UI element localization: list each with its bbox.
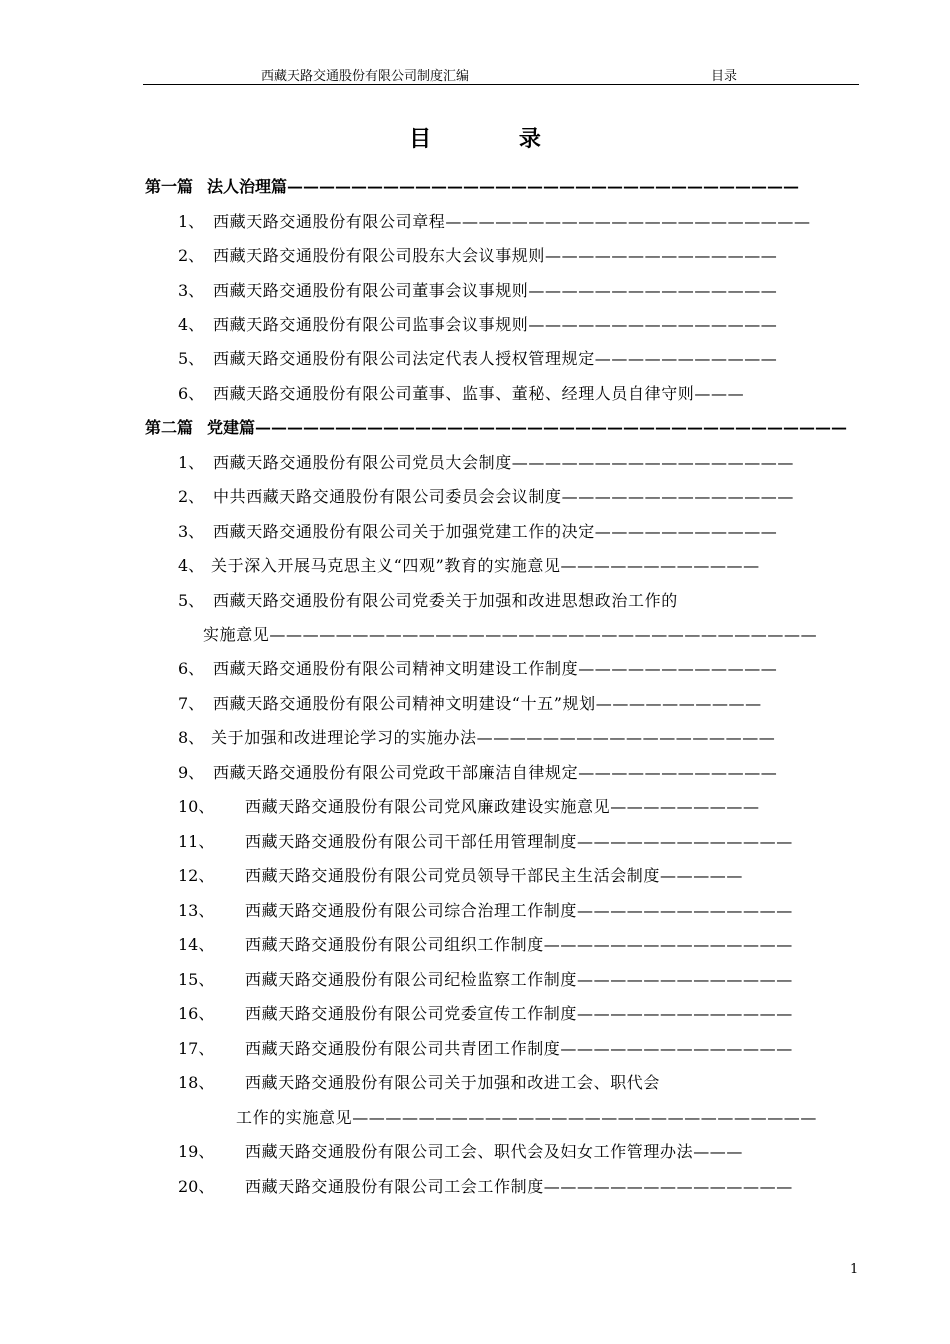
toc-item-continuation[interactable]	[203, 623, 817, 647]
toc-item[interactable]	[178, 968, 793, 992]
item-title: 西藏天路交通股份有限公司精神文明建设工作制度————————————	[213, 659, 778, 678]
toc-part-heading[interactable]	[145, 175, 799, 199]
toc-item[interactable]	[178, 692, 762, 716]
item-number: 6、	[178, 659, 205, 678]
item-number: 17、	[178, 1039, 215, 1058]
toc-item[interactable]	[178, 726, 775, 750]
item-title-continuation: 实施意见—————————————————————————————————	[203, 625, 818, 644]
toc-item[interactable]	[178, 554, 760, 578]
toc-item[interactable]	[178, 1071, 660, 1095]
item-number: 3、	[178, 522, 205, 541]
item-number: 6、	[178, 384, 205, 403]
page-header	[143, 62, 859, 85]
toc-item[interactable]	[178, 1140, 743, 1164]
header-section: 目录	[711, 69, 738, 84]
item-number: 2、	[178, 487, 205, 506]
item-number: 4、	[178, 556, 205, 575]
part-name: 法人治理篇————————————————————————————————	[207, 177, 800, 196]
toc-item[interactable]	[178, 485, 794, 509]
toc-item[interactable]	[178, 520, 777, 544]
item-title: 西藏天路交通股份有限公司董事会议事规则———————————————	[213, 281, 778, 300]
toc-item[interactable]	[178, 933, 793, 957]
item-number: 3、	[178, 281, 205, 300]
item-title: 西藏天路交通股份有限公司监事会议事规则———————————————	[213, 315, 778, 334]
item-title: 西藏天路交通股份有限公司综合治理工作制度—————————————	[245, 901, 793, 920]
item-title: 西藏天路交通股份有限公司党风廉政建设实施意见—————————	[245, 797, 760, 816]
item-title: 西藏天路交通股份有限公司党员大会制度—————————————————	[213, 453, 795, 472]
item-number: 7、	[178, 694, 205, 713]
item-title: 西藏天路交通股份有限公司工会、职代会及妇女工作管理办法———	[245, 1142, 744, 1161]
item-title: 西藏天路交通股份有限公司党政干部廉洁自律规定————————————	[213, 763, 778, 782]
toc-item[interactable]	[178, 1002, 793, 1026]
part-label: 第二篇	[145, 418, 194, 437]
toc-item[interactable]	[178, 795, 760, 819]
item-title: 中共西藏天路交通股份有限公司委员会会议制度——————————————	[213, 487, 795, 506]
toc-item[interactable]	[178, 451, 794, 475]
item-number: 5、	[178, 349, 205, 368]
toc-item[interactable]	[178, 1175, 793, 1199]
toc-item[interactable]	[178, 1037, 793, 1061]
item-title: 西藏天路交通股份有限公司纪检监察工作制度—————————————	[245, 970, 793, 989]
item-title: 西藏天路交通股份有限公司党委宣传工作制度—————————————	[245, 1004, 793, 1023]
toc-item[interactable]	[178, 210, 811, 234]
toc-item-continuation[interactable]	[236, 1106, 817, 1130]
item-number: 13、	[178, 901, 215, 920]
toc-item[interactable]	[178, 830, 793, 854]
item-number: 15、	[178, 970, 215, 989]
item-title: 西藏天路交通股份有限公司董事、监事、董秘、经理人员自律守则———	[213, 384, 745, 403]
item-number: 19、	[178, 1142, 215, 1161]
toc-item[interactable]	[178, 382, 744, 406]
item-number: 11、	[178, 832, 215, 851]
part-name: 党建篇—————————————————————————————————————	[207, 418, 848, 437]
toc-item[interactable]	[178, 244, 777, 268]
item-number: 9、	[178, 763, 205, 782]
item-title: 西藏天路交通股份有限公司党员领导干部民主生活会制度—————	[245, 866, 744, 885]
header-doc-title: 西藏天路交通股份有限公司制度汇编	[261, 69, 470, 84]
item-number: 8、	[178, 728, 205, 747]
item-number: 2、	[178, 246, 205, 265]
toc-item[interactable]	[178, 313, 777, 337]
item-number: 20、	[178, 1177, 215, 1196]
part-label: 第一篇	[145, 177, 194, 196]
item-number: 1、	[178, 212, 205, 231]
toc-item[interactable]	[178, 864, 743, 888]
item-title: 西藏天路交通股份有限公司股东大会议事规则——————————————	[213, 246, 778, 265]
toc-item[interactable]	[178, 761, 777, 785]
page-number: 1	[850, 1262, 859, 1277]
item-title: 西藏天路交通股份有限公司组织工作制度———————————————	[245, 935, 793, 954]
item-title: 关于深入开展马克思主义“四观”教育的实施意见————————————	[211, 556, 760, 575]
item-number: 18、	[178, 1073, 215, 1092]
toc-item[interactable]	[178, 657, 777, 681]
item-number: 12、	[178, 866, 215, 885]
item-title: 西藏天路交通股份有限公司共青团工作制度——————————————	[245, 1039, 793, 1058]
item-number: 1、	[178, 453, 205, 472]
item-title: 西藏天路交通股份有限公司法定代表人授权管理规定———————————	[213, 349, 778, 368]
toc-item[interactable]	[178, 347, 777, 371]
item-title: 西藏天路交通股份有限公司精神文明建设“十五”规划——————————	[213, 694, 762, 713]
toc-item[interactable]	[178, 279, 777, 303]
toc-item[interactable]	[178, 899, 793, 923]
page-title: 目 录	[409, 126, 581, 152]
item-title: 西藏天路交通股份有限公司关于加强和改进工会、职代会	[245, 1073, 661, 1092]
item-title: 西藏天路交通股份有限公司关于加强党建工作的决定———————————	[213, 522, 778, 541]
item-title: 西藏天路交通股份有限公司工会工作制度———————————————	[245, 1177, 793, 1196]
item-number: 16、	[178, 1004, 215, 1023]
item-title-continuation: 工作的实施意见————————————————————————————	[236, 1108, 817, 1127]
item-number: 4、	[178, 315, 205, 334]
item-title: 西藏天路交通股份有限公司党委关于加强和改进思想政治工作的	[213, 591, 678, 610]
item-title: 西藏天路交通股份有限公司干部任用管理制度—————————————	[245, 832, 793, 851]
toc-part-heading[interactable]	[145, 416, 847, 440]
item-number: 5、	[178, 591, 205, 610]
toc-item[interactable]	[178, 589, 678, 613]
item-title: 关于加强和改进理论学习的实施办法——————————————————	[211, 728, 776, 747]
item-title: 西藏天路交通股份有限公司章程——————————————————————	[213, 212, 811, 231]
item-number: 14、	[178, 935, 215, 954]
item-number: 10、	[178, 797, 215, 816]
